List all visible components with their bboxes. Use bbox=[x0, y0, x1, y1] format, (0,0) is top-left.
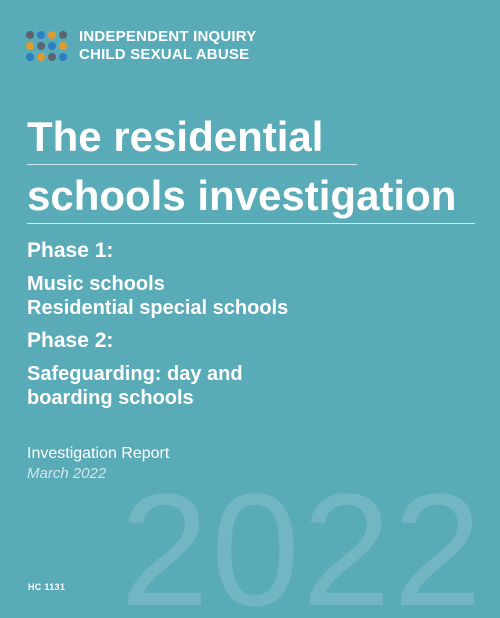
hc-number: HC 1131 bbox=[28, 582, 66, 592]
phase-1-item-1: Music schools bbox=[27, 273, 165, 295]
logo-dot bbox=[37, 31, 45, 39]
logo-dot bbox=[59, 53, 67, 61]
logo-dot bbox=[48, 53, 56, 61]
logo-dot bbox=[26, 53, 34, 61]
phase-2-item-1: Safeguarding: day and bbox=[27, 363, 243, 385]
title-line-1: The residential bbox=[27, 112, 357, 165]
year-watermark: 2022 bbox=[120, 460, 484, 618]
phase-2-item-2: boarding schools bbox=[27, 387, 194, 409]
logo-dot bbox=[48, 31, 56, 39]
phase-2-heading: Phase 2: bbox=[27, 329, 114, 352]
logo-dot-grid-icon bbox=[26, 31, 67, 61]
report-title bbox=[27, 112, 477, 230]
logo-dot bbox=[37, 42, 45, 50]
logo-dot bbox=[26, 31, 34, 39]
logo-dot bbox=[26, 42, 34, 50]
iicsa-logo bbox=[26, 28, 256, 64]
logo-dot bbox=[59, 42, 67, 50]
phase-1-heading: Phase 1: bbox=[27, 239, 114, 262]
logo-dot bbox=[59, 31, 67, 39]
report-date: March 2022 bbox=[27, 465, 107, 482]
title-line-2: schools investigation bbox=[27, 171, 475, 224]
report-subtitle bbox=[27, 238, 467, 410]
logo-dot bbox=[37, 53, 45, 61]
logo-line-2: CHILD SEXUAL ABUSE bbox=[79, 46, 250, 63]
report-info bbox=[27, 444, 169, 484]
phase-1-item-2: Residential special schools bbox=[27, 297, 289, 319]
report-type-label: Investigation Report bbox=[27, 445, 170, 462]
logo-line-1: INDEPENDENT INQUIRY bbox=[79, 28, 257, 45]
logo-text bbox=[79, 28, 256, 64]
logo-dot bbox=[48, 42, 56, 50]
